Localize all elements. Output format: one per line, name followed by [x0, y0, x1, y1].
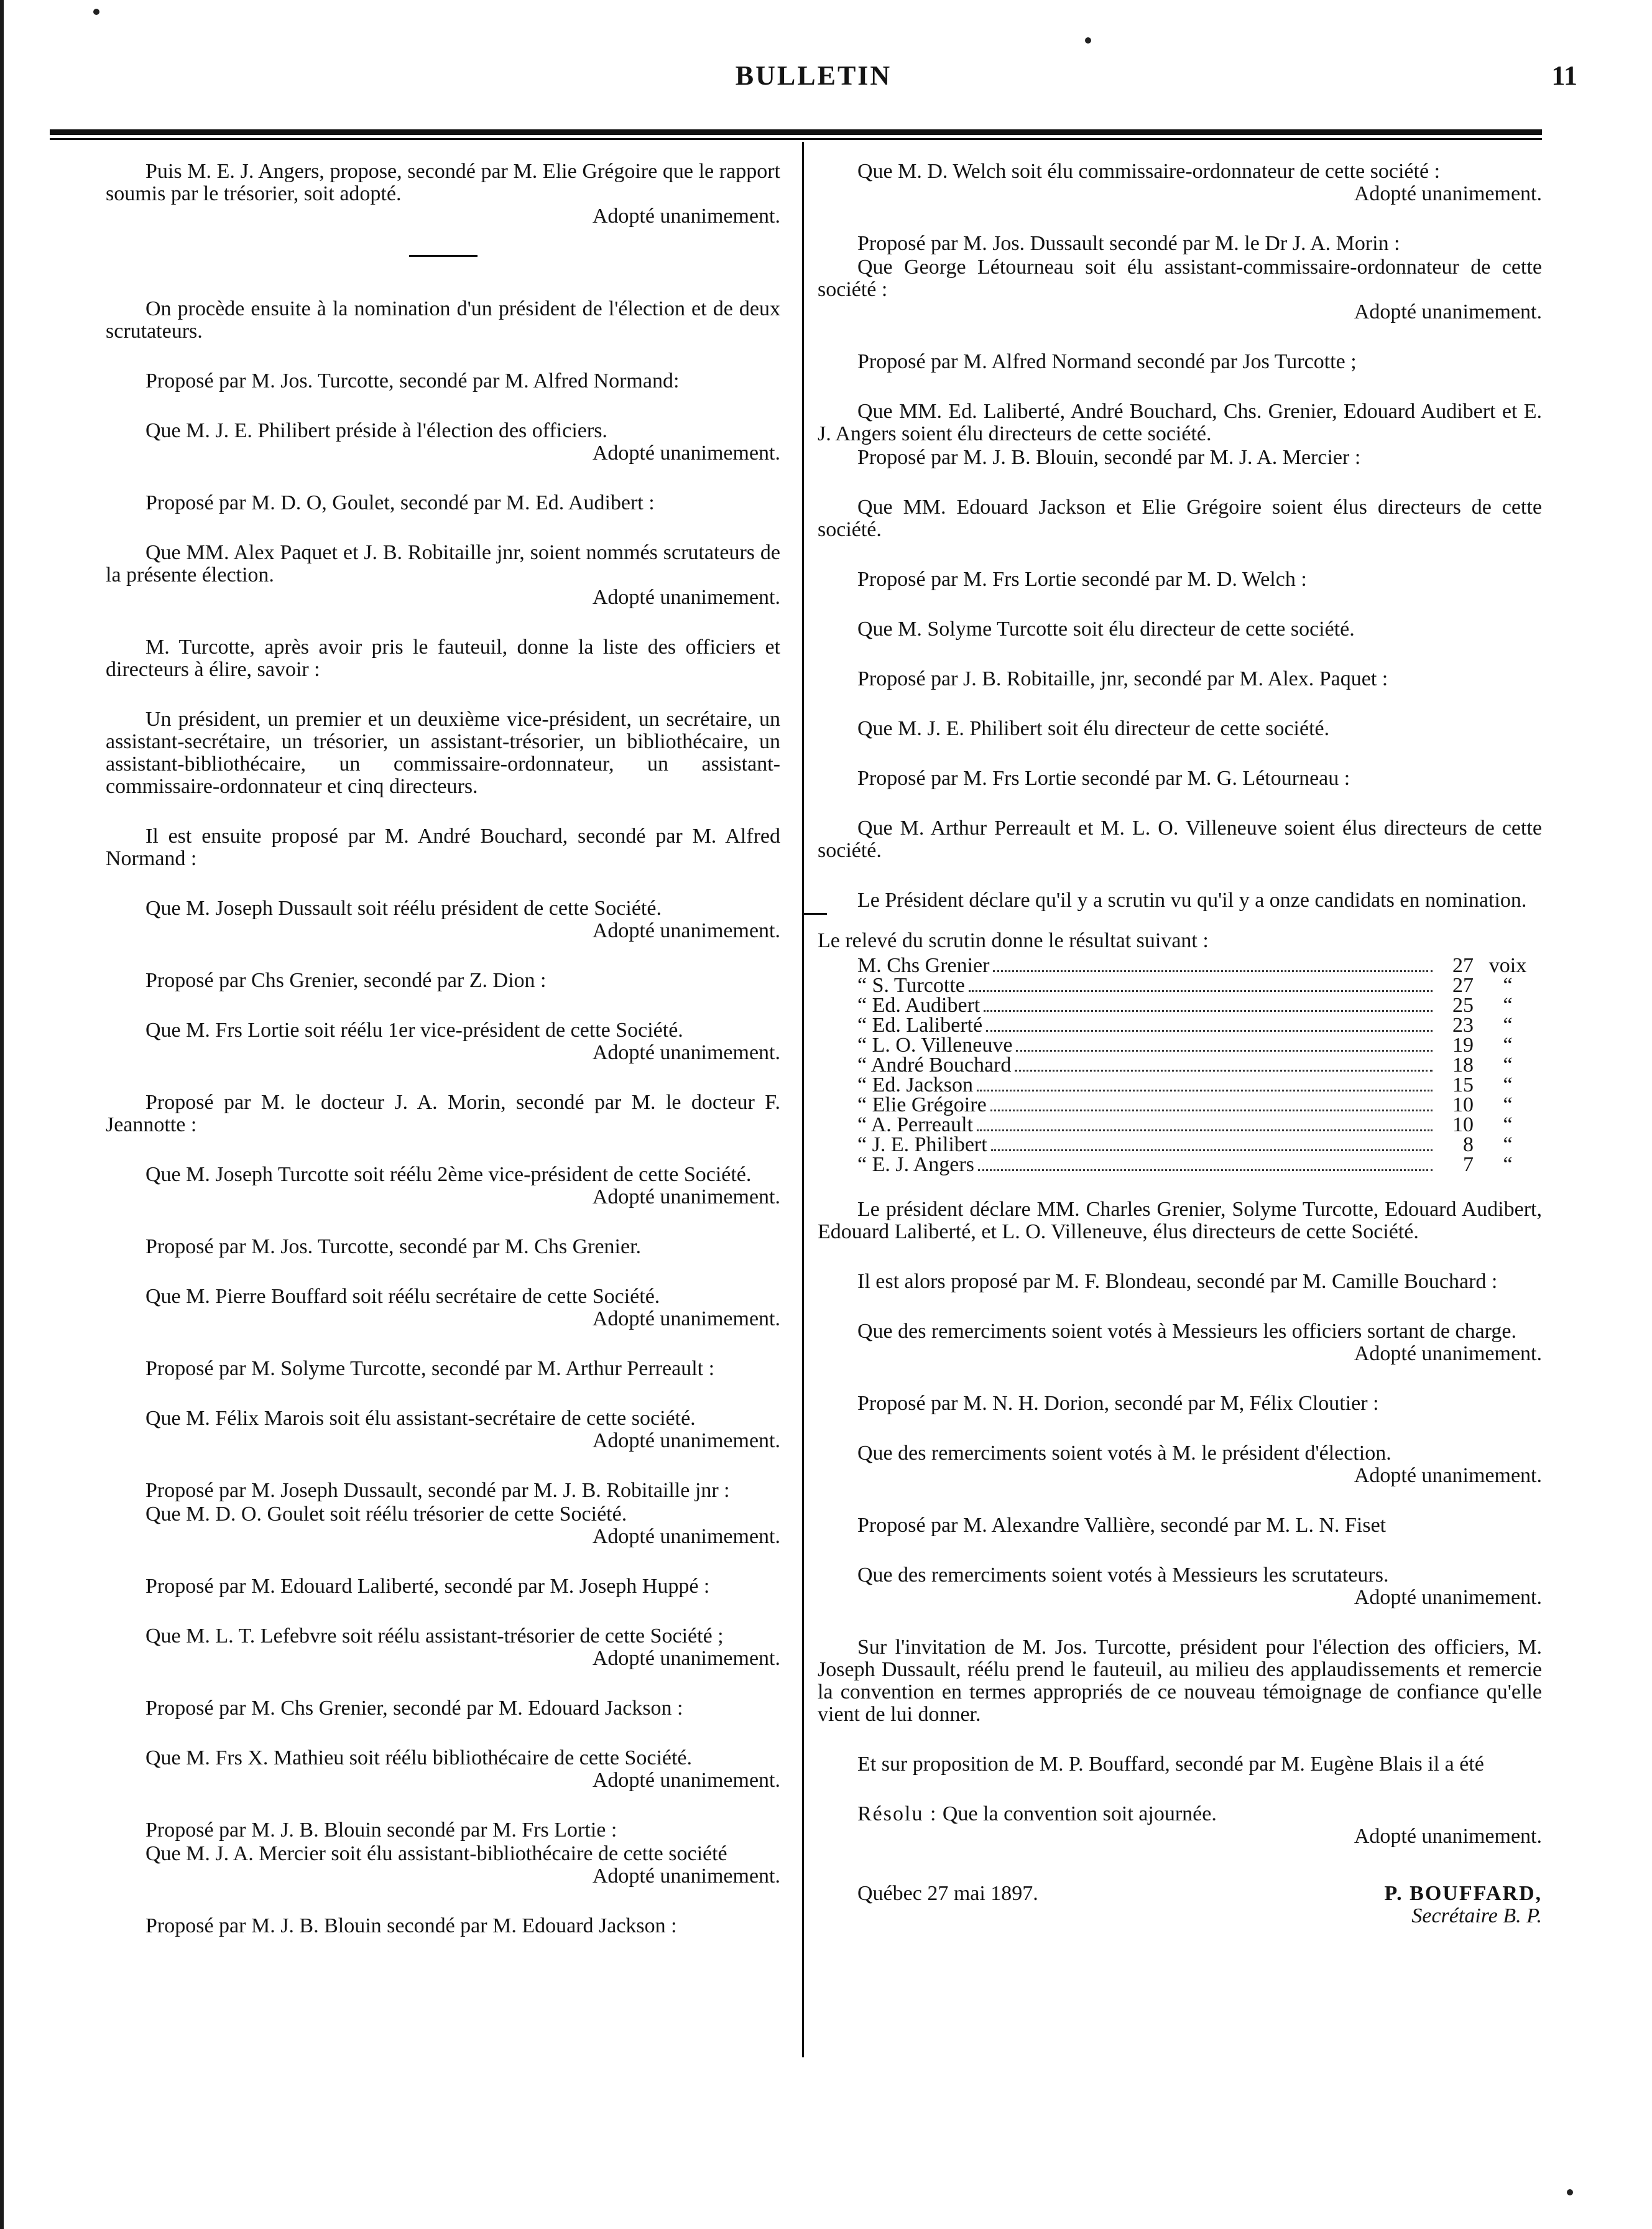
tally-row: [857, 994, 1542, 1017]
tally-row: [857, 1114, 1542, 1134]
header-rule-thick: [50, 129, 1542, 135]
adopted-note: Adopté unanimement.: [592, 1647, 780, 1670]
dot-leader: [977, 1090, 1433, 1091]
signature-block: [857, 1883, 1542, 1927]
vote-unit: “: [1503, 1153, 1513, 1176]
vote-tally: [857, 955, 1542, 1174]
adopted-note: Adopté unanimement.: [1354, 1586, 1542, 1609]
vote-unit: “: [1503, 1113, 1513, 1136]
signatory-name: P. BOUFFARD,: [1384, 1882, 1542, 1905]
scan-speck: [93, 9, 99, 15]
paragraph: Que MM. Edouard Jackson et Elie Grégoire soient élus directeurs de cette société.: [818, 496, 1542, 541]
vote-count: 10: [1452, 1113, 1474, 1136]
paragraph: Que M. Frs X. Mathieu soit réélu bibliothécaire de cette Société. Adopté unanimement.: [106, 1747, 780, 1792]
vote-unit: “: [1503, 1054, 1513, 1077]
tally-row: [857, 1034, 1542, 1057]
adopted-note: Adopté unanimement.: [1354, 1464, 1542, 1487]
tally-row: [857, 1054, 1542, 1077]
vote-count: 25: [1452, 994, 1474, 1017]
dot-leader: [984, 1010, 1433, 1012]
vote-unit: “: [1503, 1133, 1513, 1156]
adopted-note: Adopté unanimement.: [592, 1769, 780, 1792]
adopted-note: Adopté unanimement.: [592, 919, 780, 942]
paragraph: Que M. D. Welch soit élu commissaire-ordonnateur de cette société : Adopté unanimement.: [818, 160, 1542, 205]
paragraph: Proposé par M. N. H. Dorion, secondé par M, Félix Cloutier :: [857, 1392, 1379, 1415]
candidate-name: “ Ed. Jackson: [857, 1073, 974, 1096]
tally-row: [857, 1094, 1542, 1114]
vote-count: 18: [1452, 1054, 1474, 1077]
paragraph: Que M. J. E. Philibert préside à l'élection des officiers. Adopté unanimement.: [106, 420, 780, 465]
dot-leader: [991, 1149, 1433, 1151]
paragraph: Proposé par M. Solyme Turcotte, secondé par M. Arthur Perreault :: [145, 1357, 715, 1380]
paragraph: M. Turcotte, après avoir pris le fauteuil, donne la liste des officiers et directeurs à élire, savoir :: [106, 636, 780, 681]
tally-row: [857, 1014, 1542, 1037]
running-title: BULLETIN: [735, 60, 892, 91]
paragraph: Que M. Solyme Turcotte soit élu directeur de cette société.: [857, 618, 1355, 641]
vote-unit: “: [1503, 994, 1513, 1017]
dot-leader: [978, 1169, 1433, 1171]
adopted-note: Adopté unanimement.: [592, 205, 780, 228]
paragraph: Le Président déclare qu'il y a scrutin vu qu'il y a onze candidats en nomination.: [857, 889, 1527, 912]
scan-speck: [1567, 2189, 1573, 2195]
vote-count: 19: [1452, 1034, 1474, 1057]
paragraph: Proposé par M. Alfred Normand secondé par Jos Turcotte ;: [857, 350, 1357, 373]
paragraph: On procède ensuite à la nomination d'un président de l'élection et de deux scrutateurs.: [106, 297, 780, 343]
paragraph: Proposé par M. J. B. Blouin, secondé par M. J. A. Mercier :: [857, 446, 1361, 469]
tally-intro: Le relevé du scrutin donne le résultat suivant :: [818, 929, 1209, 952]
right-column: [818, 160, 1542, 1927]
paragraph: Puis M. E. J. Angers, propose, secondé par M. Elie Grégoire que le rapport soumis par le trésorier, soit adopté. Adopté unanimement.: [106, 160, 780, 228]
adopted-note: Adopté unanimement.: [592, 1865, 780, 1888]
adopted-note: Adopté unanimement.: [592, 1307, 780, 1330]
paragraph: Proposé par M. Frs Lortie secondé par M. D. Welch :: [857, 568, 1307, 591]
paragraph: Que George Létourneau soit élu assistant-commissaire-ordonnateur de cette société : Adopté unanimement.: [818, 256, 1542, 323]
paragraph: Que M. D. O. Goulet soit réélu trésorier de cette Société. Adopté unanimement.: [106, 1503, 780, 1548]
vote-unit: “: [1503, 1034, 1513, 1057]
paragraph: Proposé par M. J. B. Blouin secondé par M. Frs Lortie :: [145, 1819, 617, 1842]
vote-count: 27: [1452, 974, 1474, 997]
adopted-note: Adopté unanimement.: [592, 586, 780, 609]
resolved-label: Résolu :: [857, 1802, 938, 1825]
left-column: [106, 160, 780, 1965]
tally-row: [857, 974, 1542, 997]
adopted-note: Adopté unanimement.: [1354, 182, 1542, 205]
vote-unit: “: [1503, 974, 1513, 997]
candidate-name: “ Ed. Laliberté: [857, 1014, 983, 1037]
dot-leader: [1016, 1050, 1433, 1052]
dot-leader: [969, 990, 1433, 992]
vote-count: 23: [1452, 1014, 1474, 1037]
adopted-note: Adopté unanimement.: [1354, 300, 1542, 323]
paragraph: Que M. J. E. Philibert soit élu directeur de cette société.: [857, 717, 1330, 740]
tally-row: [857, 1134, 1542, 1154]
adopted-note: Adopté unanimement.: [592, 1429, 780, 1452]
scan-speck: [1085, 37, 1091, 44]
vote-count: 15: [1452, 1073, 1474, 1096]
place-date: Québec 27 mai 1897.: [857, 1882, 1038, 1905]
adopted-note: Adopté unanimement.: [592, 1525, 780, 1548]
paragraph: Proposé par M. Alexandre Vallière, secondé par M. L. N. Fiset: [857, 1514, 1387, 1537]
paragraph: Que M. Joseph Dussault soit réélu président de cette Société. Adopté unanimement.: [106, 897, 780, 942]
candidate-name: “ L. O. Villeneuve: [857, 1034, 1013, 1057]
paragraph: Un président, un premier et un deuxième vice-président, un secrétaire, un assistant-secrétaire, un trésorier, un assistant-trésorier, un bibliothécaire, un assistant-bibliothécaire, un commissaire-ordonnateur, un assistant-commissaire-ordonnateur et cinq directeurs.: [106, 708, 780, 798]
paragraph: Que MM. Ed. Laliberté, André Bouchard, Chs. Grenier, Edouard Audibert et E. J. Angers soient élu directeurs de cette société.: [818, 400, 1542, 445]
paragraph: Que M. Arthur Perreault et M. L. O. Villeneuve soient élus directeurs de cette société.: [818, 817, 1542, 862]
adopted-note: Adopté unanimement.: [592, 1041, 780, 1064]
dot-leader: [977, 1129, 1433, 1131]
paragraph: Proposé par M. le docteur J. A. Morin, secondé par M. le docteur F. Jeannotte :: [106, 1091, 780, 1136]
resolution: Résolu : Que la convention soit ajournée. Adopté unanimement.: [818, 1803, 1542, 1848]
paragraph: Proposé par M. Joseph Dussault, secondé par M. J. B. Robitaille jnr :: [145, 1479, 730, 1502]
paragraph: Que M. Félix Marois soit élu assistant-secrétaire de cette société. Adopté unanimement.: [106, 1407, 780, 1452]
vote-unit: “: [1503, 1073, 1513, 1096]
page-header: [50, 60, 1577, 109]
paragraph: Que M. L. T. Lefebvre soit réélu assistant-trésorier de cette Société ; Adopté unanimement.: [106, 1625, 780, 1670]
adopted-note: Adopté unanimement.: [1354, 1825, 1542, 1848]
candidate-name: “ A. Perreault: [857, 1113, 973, 1136]
column-divider: [802, 142, 804, 2057]
paragraph: Proposé par Chs Grenier, secondé par Z. Dion :: [145, 969, 547, 992]
candidate-name: “ J. E. Philibert: [857, 1133, 987, 1156]
scan-edge: [0, 0, 4, 2229]
vote-count: 27: [1452, 954, 1474, 977]
adopted-note: Adopté unanimement.: [592, 1185, 780, 1208]
vote-count: 8: [1463, 1133, 1474, 1156]
dot-leader: [986, 1030, 1433, 1032]
paragraph: Proposé par M. Chs Grenier, secondé par M. Edouard Jackson :: [145, 1697, 683, 1720]
tally-row: [857, 955, 1542, 975]
paragraph: Que des remerciments soient votés à Messieurs les officiers sortant de charge. Adopté unanimement.: [818, 1320, 1542, 1365]
paragraph: Proposé par M. Frs Lortie secondé par M. G. Létourneau :: [857, 767, 1350, 790]
paragraph: Proposé par M. Jos. Dussault secondé par M. le Dr J. A. Morin :: [857, 232, 1400, 255]
section-rule: [409, 255, 478, 257]
paragraph: Proposé par M. D. O, Goulet, secondé par M. Ed. Audibert :: [145, 491, 655, 514]
paragraph: Que MM. Alex Paquet et J. B. Robitaille jnr, soient nommés scrutateurs de la présente élection. Adopté unanimement.: [106, 541, 780, 609]
paragraph: Proposé par J. B. Robitaille, jnr, secondé par M. Alex. Paquet :: [857, 667, 1388, 690]
paragraph: Que M. Frs Lortie soit réélu 1er vice-président de cette Société. Adopté unanimement.: [106, 1019, 780, 1064]
candidate-name: “ S. Turcotte: [857, 974, 965, 997]
vote-count: 7: [1463, 1153, 1474, 1176]
candidate-name: “ André Bouchard: [857, 1054, 1012, 1077]
tally-row: [857, 1074, 1542, 1094]
section-rule: [802, 913, 827, 915]
candidate-name: M. Chs Grenier: [857, 954, 990, 977]
candidate-name: “ E. J. Angers: [857, 1153, 974, 1176]
dot-leader: [990, 1110, 1433, 1111]
paragraph: Que des remerciments soient votés à M. le président d'élection. Adopté unanimement.: [818, 1442, 1542, 1487]
tally-row: [857, 1154, 1542, 1174]
dot-leader: [993, 970, 1433, 972]
paragraph: Proposé par M. J. B. Blouin secondé par M. Edouard Jackson :: [145, 1914, 677, 1937]
paragraph: Le président déclare MM. Charles Grenier, Solyme Turcotte, Edouard Audibert, Edouard Laliberté, et L. O. Villeneuve, élus directeurs de cette Société.: [818, 1198, 1542, 1243]
paragraph: Que M. Pierre Bouffard soit réélu secrétaire de cette Société. Adopté unanimement.: [106, 1286, 780, 1330]
dot-leader: [1015, 1070, 1433, 1072]
paragraph: Proposé par M. Jos. Turcotte, secondé par M. Chs Grenier.: [145, 1235, 642, 1258]
paragraph: Que M. J. A. Mercier soit élu assistant-bibliothécaire de cette société Adopté unanimement.: [106, 1843, 780, 1888]
vote-unit: “: [1503, 1093, 1513, 1116]
adopted-note: Adopté unanimement.: [1354, 1342, 1542, 1365]
paragraph: Il est ensuite proposé par M. André Bouchard, secondé par M. Alfred Normand :: [106, 825, 780, 870]
paragraph: Que M. Joseph Turcotte soit réélu 2ème vice-président de cette Société. Adopté unanimement.: [106, 1164, 780, 1208]
adopted-note: Adopté unanimement.: [592, 442, 780, 465]
vote-count: 10: [1452, 1093, 1474, 1116]
paragraph: Que des remerciments soient votés à Messieurs les scrutateurs. Adopté unanimement.: [818, 1564, 1542, 1609]
paragraph: Il est alors proposé par M. F. Blondeau, secondé par M. Camille Bouchard :: [857, 1270, 1498, 1293]
candidate-name: “ Ed. Audibert: [857, 994, 981, 1017]
signatory-title: Secrétaire B. P.: [1411, 1904, 1542, 1927]
vote-unit: voix: [1488, 954, 1527, 977]
paragraph: Sur l'invitation de M. Jos. Turcotte, président pour l'élection des officiers, M. Joseph Dussault, réélu prend le fauteuil, au milieu des applaudissements et remercie la convention en termes appropriés de ce nouveau témoignage de confiance qu'elle vient de lui donner.: [818, 1636, 1542, 1726]
candidate-name: “ Elie Grégoire: [857, 1093, 987, 1116]
header-rule-thin: [50, 138, 1542, 140]
paragraph: Proposé par M. Edouard Laliberté, secondé par M. Joseph Huppé :: [145, 1575, 710, 1598]
vote-unit: “: [1503, 1014, 1513, 1037]
paragraph: Et sur proposition de M. P. Bouffard, secondé par M. Eugène Blais il a été: [857, 1753, 1484, 1776]
paragraph: Proposé par M. Jos. Turcotte, secondé par M. Alfred Normand:: [145, 369, 680, 392]
page-number: 11: [1551, 60, 1577, 91]
